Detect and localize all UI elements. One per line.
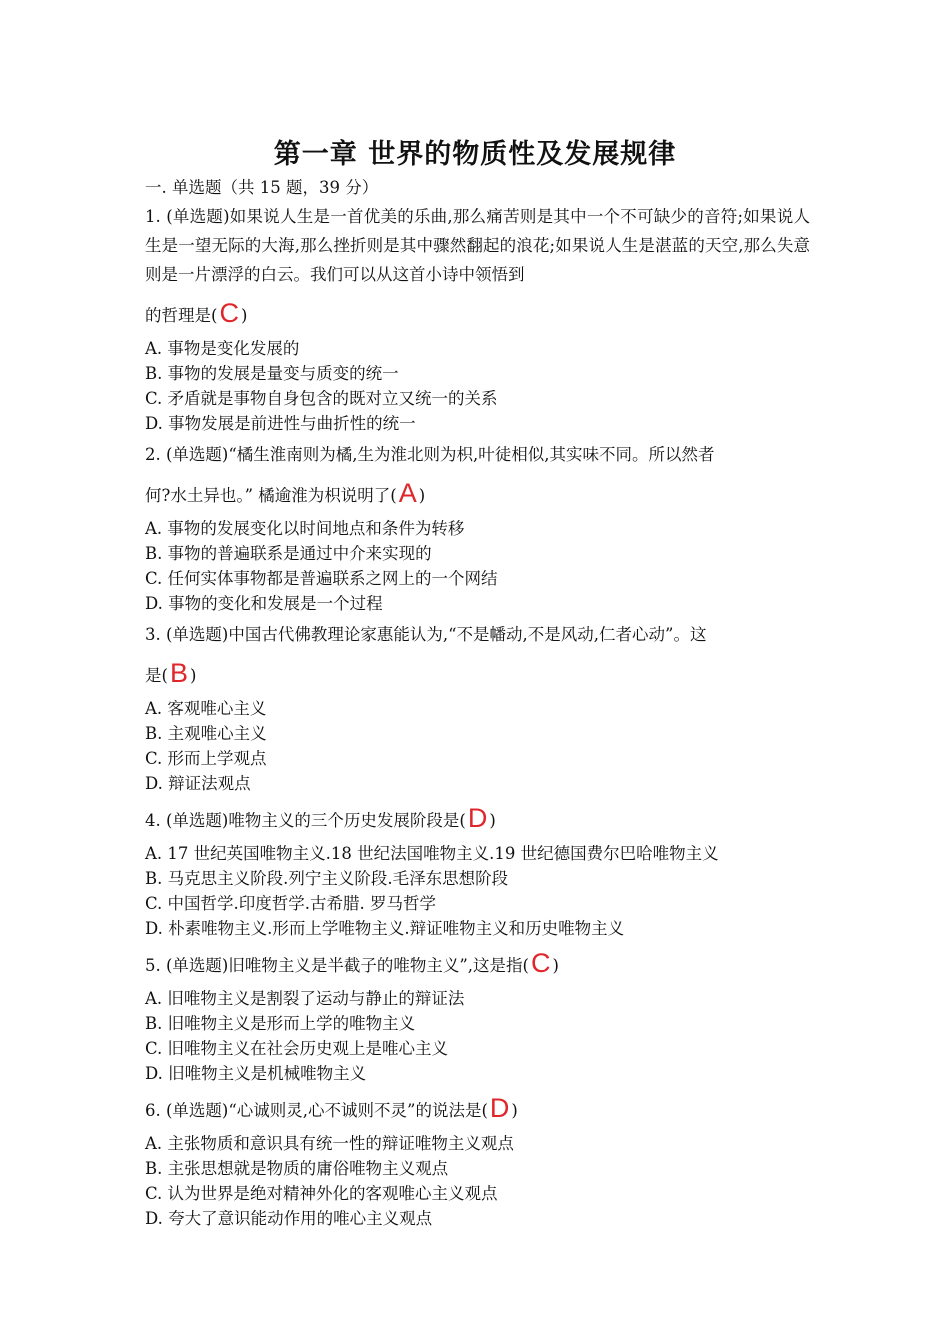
chapter-title: 第一章 世界的物质性及发展规律: [273, 139, 677, 170]
question-stem: [145, 803, 810, 835]
question-2: [145, 440, 810, 616]
option-b: B. 事物的发展是量变与质变的统一: [145, 364, 399, 383]
option-c: C. 旧唯物主义在社会历史观上是唯心主义: [145, 1039, 449, 1058]
handwritten-answer: B: [169, 658, 188, 688]
option-list: [145, 696, 810, 796]
closing-paren: ): [552, 956, 559, 975]
question-4: [145, 803, 810, 941]
question-stem: [145, 620, 810, 690]
question-stem: [145, 440, 810, 510]
question-text: 6. (单选题)“心诚则灵,心不诚则不灵”的说法是(: [145, 1101, 488, 1120]
option-c: C. 中国哲学.印度哲学.古希腊. 罗马哲学: [145, 894, 437, 913]
question-tail-text: 是(: [145, 666, 168, 685]
question-list: [145, 176, 810, 1235]
handwritten-answer: C: [219, 298, 239, 328]
option-list: [145, 841, 810, 941]
closing-paren: ): [418, 486, 426, 505]
question-text-tail: [145, 478, 426, 510]
question-text: 1. (单选题)如果说人生是一首优美的乐曲,那么痛苦则是其中一个不可缺少的音符;如果说人生是一望无际的大海,那么挫折则是其中骤然翻起的浪花;如果说人生是湛蓝的天空,那么失意则是一片漂浮的白云。我们可以从这首小诗中领悟到: [145, 207, 810, 284]
option-b: B. 旧唯物主义是形而上学的唯物主义: [145, 1014, 416, 1033]
option-d: D. 夸大了意识能动作用的唯心主义观点: [145, 1209, 433, 1228]
question-text: 4. (单选题)唯物主义的三个历史发展阶段是(: [145, 811, 466, 830]
closing-paren: ): [240, 306, 248, 325]
option-c: C. 任何实体事物都是普遍联系之网上的一个网结: [145, 569, 498, 588]
option-a: A. 事物的发展变化以时间地点和条件为转移: [145, 519, 465, 538]
option-d: D. 旧唯物主义是机械唯物主义: [145, 1064, 367, 1083]
option-d: D. 事物发展是前进性与曲折性的统一: [145, 414, 416, 433]
option-c: C. 矛盾就是事物自身包含的既对立又统一的关系: [145, 389, 498, 408]
option-b: B. 主观唯心主义: [145, 724, 267, 743]
option-b: B. 事物的普遍联系是通过中介来实现的: [145, 544, 432, 563]
option-d: D. 辩证法观点: [145, 774, 251, 793]
option-a: A. 旧唯物主义是割裂了运动与静止的辩证法: [145, 989, 465, 1008]
handwritten-answer: D: [467, 803, 488, 833]
question-6: [145, 1093, 810, 1231]
question-stem: [145, 202, 810, 330]
option-a: A. 事物是变化发展的: [145, 339, 300, 358]
option-a: A. 17 世纪英国唯物主义.18 世纪法国唯物主义.19 世纪德国费尔巴哈唯物主义: [145, 844, 719, 863]
option-a: A. 主张物质和意识具有统一性的辩证唯物主义观点: [145, 1134, 514, 1153]
handwritten-answer: C: [530, 948, 551, 978]
question-3: [145, 620, 810, 796]
option-list: [145, 1131, 810, 1231]
option-b: B. 主张思想就是物质的庸俗唯物主义观点: [145, 1159, 449, 1178]
closing-paren: ): [189, 666, 197, 685]
question-text: 3. (单选题)中国古代佛教理论家惠能认为,“不是幡动,不是风动,仁者心动”。这: [145, 625, 707, 644]
handwritten-answer: A: [398, 478, 417, 508]
option-d: D. 事物的变化和发展是一个过程: [145, 594, 383, 613]
handwritten-answer: D: [489, 1093, 510, 1123]
option-c: C. 认为世界是绝对精神外化的客观唯心主义观点: [145, 1184, 498, 1203]
option-list: [145, 336, 810, 436]
option-b: B. 马克思主义阶段.列宁主义阶段.毛泽东思想阶段: [145, 869, 509, 888]
option-c: C. 形而上学观点: [145, 749, 267, 768]
option-list: [145, 516, 810, 616]
option-a: A. 客观唯心主义: [145, 699, 267, 718]
question-text-tail: [145, 298, 248, 330]
question-stem: [145, 1093, 810, 1125]
closing-paren: ): [489, 811, 496, 830]
question-tail-text: 的哲理是(: [145, 306, 218, 325]
question-text-tail: [145, 658, 197, 690]
option-list: [145, 986, 810, 1086]
question-1: [145, 202, 810, 436]
question-text: 2. (单选题)“橘生淮南则为橘,生为淮北则为枳,叶徒相似,其实味不同。所以然者: [145, 445, 715, 464]
question-tail-text: 何?水土异也。” 橘逾淮为枳说明了(: [145, 486, 397, 505]
section-header: 一. 单选题（共 15 题，39 分）: [145, 178, 379, 197]
question-5: [145, 948, 810, 1086]
option-d: D. 朴素唯物主义.形而上学唯物主义.辩证唯物主义和历史唯物主义: [145, 919, 625, 938]
closing-paren: ): [511, 1101, 518, 1120]
question-stem: [145, 948, 810, 980]
question-text: 5. (单选题)旧唯物主义是半截子的唯物主义”,这是指(: [145, 956, 529, 975]
